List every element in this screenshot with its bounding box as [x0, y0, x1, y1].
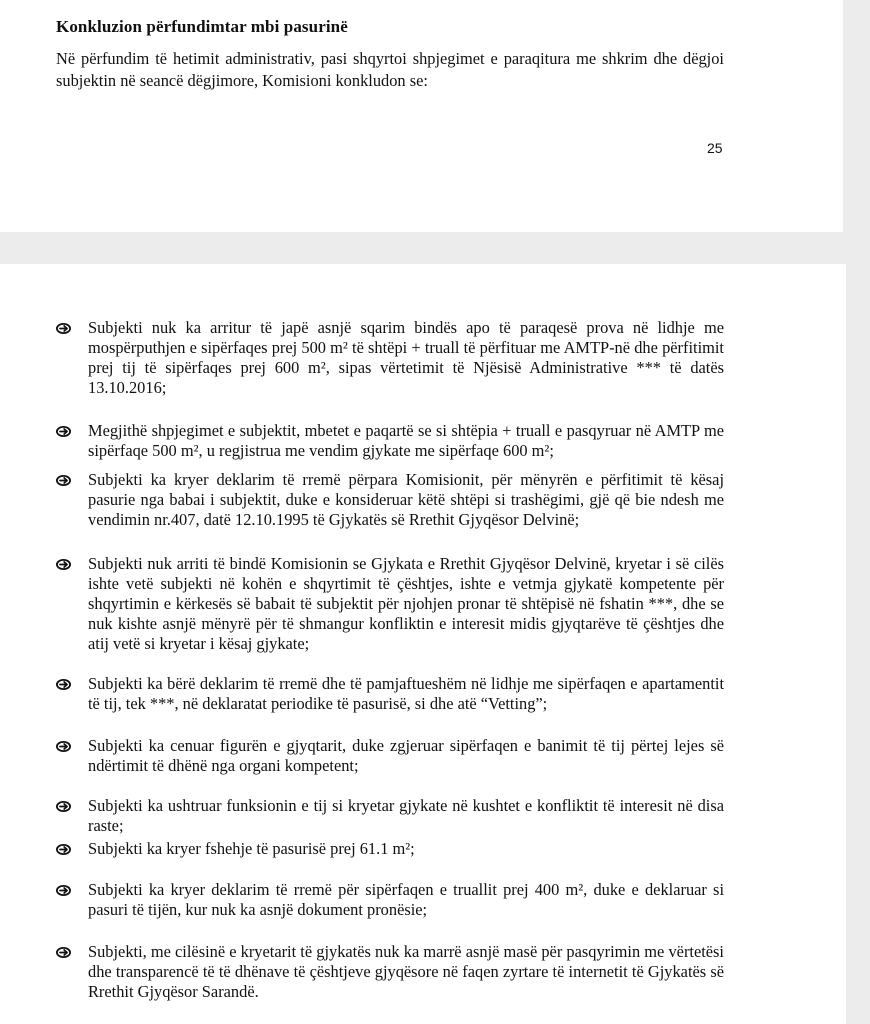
arrow-circle-bullet-icon — [56, 741, 71, 752]
list-item-text: Subjekti ka cenuar figurën e gjyqtarit, duke zgjeruar sipërfaqen e banimit të tij përtej lejes së ndërtimit të dhënë nga organi kompetent; — [88, 736, 724, 775]
arrow-circle-bullet-icon — [56, 844, 71, 855]
list-item-text: Subjekti nuk ka arritur të japë asnjë sqarim bindës apo të paraqesë prova në lidhje me mospërputhjen e sipërfaqes prej 500 m² të shtëpi + truall të përfituar me AMTP-në dhe përfitimit prej tij të sipërfaqes prej 600 m², sipas vërtetimit të Njësisë Administrative *** të datës 13.10.2016; — [88, 318, 724, 397]
arrow-circle-bullet-icon — [56, 559, 71, 570]
list-item-text: Subjekti, me cilësinë e kryetarit të gjykatës nuk ka marrë asnjë masë për pasqyrimin me vërtetësi dhe transparencë të të dhënave të çështjeve gjyqësore në faqen zyrtare të internetit të Gjykatës së Rrethit Gjyqësor Sarandë. — [88, 942, 724, 1001]
document-page-top — [0, 0, 843, 232]
arrow-circle-bullet-icon — [56, 947, 71, 958]
page-number: 25 — [707, 140, 723, 156]
list-item-text: Subjekti nuk arriti të bindë Komisionin se Gjykata e Rrethit Gjyqësor Delvinë, kryetar i së cilës ishte vetë subjekti në kohën e shqyrtimit të çështjes, ishte e vetmja gjykatë kompetente për shqyrtimin e kërkesës së babait të subjektit për njohjen pronar të shtëpisë në fshatin ***, dhe se nuk kishte asnjë mënyrë për të shmangur konfliktin e interesit midis gjyqtarëve të çështjes dhe atij vetë si kryetar i kësaj gjykate; — [88, 554, 724, 653]
list-item-text: Subjekti ka kryer deklarim të rremë për sipërfaqen e truallit prej 400 m², duke e deklaruar si pasuri të tijën, kur nuk ka asnjë dokument pronësie; — [88, 880, 724, 919]
section-heading: Konkluzion përfundimtar mbi pasurinë — [56, 17, 348, 36]
list-item-text: Subjekti ka kryer deklarim të rremë përpara Komisionit, për mënyrën e përfitimit të kësaj pasurie nga babai i subjektit, duke e konsideruar këtë shtëpi si trashëgimi, gjë që bie ndesh me vendimin nr.407, datë 12.10.1995 të Gjykatës së Rrethit Gjyqësor Delvinë; — [88, 470, 724, 529]
list-item-text: Subjekti ka kryer fshehje të pasurisë prej 61.1 m²; — [88, 839, 415, 858]
list-item-text: Megjithë shpjegimet e subjektit, mbetet e paqartë se si shtëpia + truall e pasqyruar në AMTP me sipërfaqe 500 m², u regjistrua me vendim gjykate me sipërfaqe 600 m²; — [88, 421, 724, 460]
arrow-circle-bullet-icon — [56, 323, 71, 334]
list-item-text: Subjekti ka ushtruar funksionin e tij si kryetar gjykate në kushtet e konfliktit të interesit në disa raste; — [88, 796, 724, 835]
arrow-circle-bullet-icon — [56, 885, 71, 896]
list-item-text: Subjekti ka bërë deklarim të rremë dhe të pamjaftueshëm në lidhje me sipërfaqen e apartamentit të tij, tek ***, në deklaratat periodike të pasurisë, si dhe atë “Vetting”; — [88, 674, 724, 713]
arrow-circle-bullet-icon — [56, 475, 71, 486]
arrow-circle-bullet-icon — [56, 426, 71, 437]
document-page-bottom — [0, 264, 846, 1024]
arrow-circle-bullet-icon — [56, 679, 71, 690]
intro-paragraph: Në përfundim të hetimit administrativ, pasi shqyrtoi shpjegimet e paraqitura me shkrim dhe dëgjoi subjektin në seancë dëgjimore, Komisioni konkludon se: — [56, 49, 724, 90]
arrow-circle-bullet-icon — [56, 801, 71, 812]
